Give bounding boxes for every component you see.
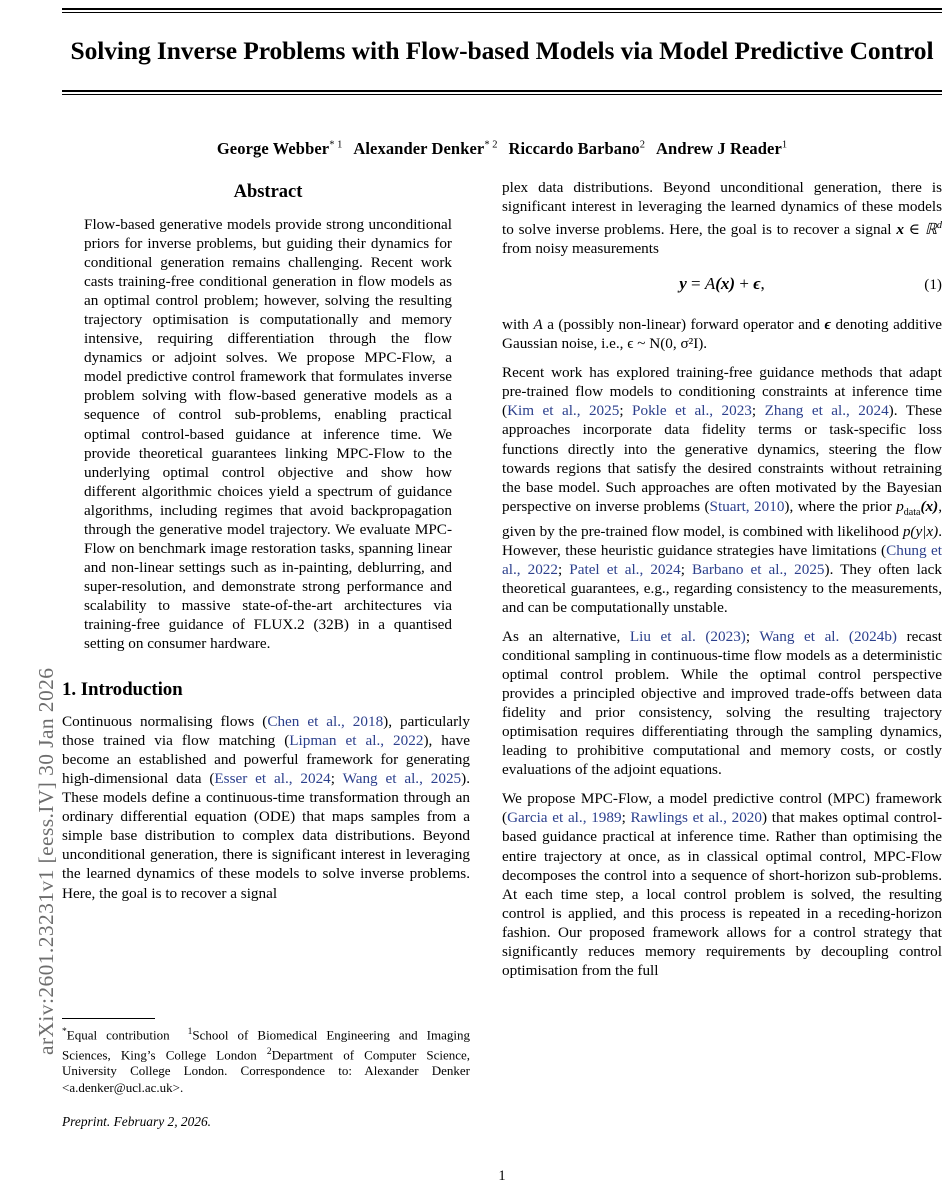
preprint-notice: Preprint. February 2, 2026. <box>62 1114 212 1129</box>
author-list <box>62 139 942 159</box>
math-prior-symbol: $p_{data}$ <box>896 497 921 518</box>
footnote-rule <box>62 1018 155 1019</box>
math-symbol-reals: ℝ$^d$ <box>924 220 942 239</box>
text-fragment: recast conditional sampling in continuous-time flow models as a deterministic optimal control problem. While the optimal control perspective provides a principled objective and improved trade-offs between data fidelity and prior consistency, solving the resulting trajectory optimisation requires differentiating through the sampling dynamics, leading to prohibitive computational and memory costs, or costly evaluations of the adjoint equations. <box>502 627 942 779</box>
text-fragment: ). These approaches incorporate data fidelity terms or task-specific loss functions directly into the generative dynamics, steering the flow towards regions that satisfy the desired constraints without retraining the base model. Such approaches are often motivated by the Bayesian perspective on inverse problems ( <box>502 402 942 515</box>
section-heading-introduction: 1. Introduction <box>62 679 183 701</box>
author-affiliation-mark: 1 <box>781 139 788 151</box>
equation-1 <box>502 274 942 300</box>
equation-1-body <box>502 274 942 294</box>
text-fragment: , given by the pre-trained flow model, is combined with likelihood <box>502 497 942 540</box>
paragraph-recent-work <box>502 363 942 617</box>
author-entry <box>656 139 787 158</box>
citation-stuart-2010[interactable]: Stuart, 2010 <box>709 497 785 515</box>
title-rule-bottom <box>62 90 942 95</box>
equation-1-number: (1) <box>924 276 942 294</box>
intro-text-fragment: ), have become an established and powerful framework for generating high-dimensional data ( <box>62 732 470 788</box>
intro-text-fragment: plex data distributions. Beyond unconditional generation, there is significant interest in leveraging the learned dynamics of these models to solve inverse problems. Here, the goal is to recover a signal <box>502 179 942 239</box>
footnote-asterisk: * <box>62 1027 67 1038</box>
arxiv-spine <box>0 0 62 1200</box>
paper-page <box>62 0 942 1200</box>
citation-esser-2024[interactable]: Esser et al., 2024 <box>214 770 331 788</box>
abstract-heading: Abstract <box>233 182 303 202</box>
author-name: George Webber <box>216 138 330 158</box>
intro-text-fragment: ). These models define a continuous-time transformation through an ordinary differential equation (ODE) that maps samples from a simple base distribution to complex data distributions. Beyond unconditional generation, there is significant interest in leveraging the learned dynamics of these models to solve inverse problems. Here, the goal is to recover a signal <box>62 770 470 902</box>
citation-wang-2025[interactable]: Wang et al., 2025 <box>342 770 462 788</box>
introduction-paragraph <box>62 712 470 902</box>
author-entry <box>217 139 342 158</box>
math-symbol-epsilon: ϵ <box>824 316 831 334</box>
right-column <box>502 178 942 1188</box>
text-fragment: denoting additive Gaussian noise, i.e., <box>502 316 942 353</box>
citation-separator: ; <box>621 809 631 827</box>
citation-kim-2025[interactable]: Kim et al., 2025 <box>507 402 620 420</box>
citation-barbano-2025[interactable]: Barbano et al., 2025 <box>692 560 825 578</box>
text-fragment: As an alternative, <box>502 627 630 645</box>
citation-liu-2023[interactable]: Liu et al. (2023) <box>629 627 746 645</box>
author-entry <box>508 139 645 158</box>
page-title: Solving Inverse Problems with Flow-based Models via Model Predictive Control <box>70 35 934 65</box>
title-rule-top <box>62 8 942 13</box>
citation-chung-2022[interactable]: Chung et al., 2022 <box>502 541 942 578</box>
paragraph-mpc-proposal <box>502 789 942 979</box>
citation-wang-2024b[interactable]: Wang et al. (2024b) <box>759 627 897 645</box>
text-fragment: ), where the prior <box>784 497 897 515</box>
citation-garcia-1989[interactable]: Garcia et al., 1989 <box>507 809 622 827</box>
author-entry <box>353 139 497 158</box>
citation-separator: ; <box>751 402 765 420</box>
intro-text-fragment: ), particularly those trained via flow matching ( <box>62 713 470 750</box>
footnote-affiliation-1: School of Biomedical Engineering and Imaging Sciences, King’s College London <box>62 1027 470 1063</box>
footnote-block <box>62 1018 470 1130</box>
author-affiliation-mark: * 2 <box>484 139 498 151</box>
page-number: 1 <box>498 1168 506 1184</box>
intro-text-fragment: from noisy measurements <box>502 240 659 258</box>
arxiv-identifier-stamp: arXiv:2601.23231v1 [eess.IV] 30 Jan 2026 <box>34 667 58 1055</box>
text-fragment: ) that makes optimal control-based guidance practical at inference time. Rather than optimising the entire trajectory at once, as in classical optimal control, MPC-Flow decomposes the control into a sequence of short-horizon sub-problems. At each time step, a local control problem is solved, the resulting control is applied, and this process is repeated in a receding-horizon fashion. Our proposed framework allows for a control strategy that significantly reduces memory requirements by decoupling control optimisation from the full <box>502 809 942 979</box>
abstract-text: Flow-based generative models provide strong unconditional priors for inverse problems, but guiding their dynamics for conditional generation remains challenging. Recent work casts training-free conditional generation in flow models as an optimal control problem; however, solving the resulting trajectory optimisation is computationally and memory intensive, requiring differentiation through the flow dynamics or adjoint solves. We propose MPC-Flow, a model predictive control framework that formulates inverse problem solving with flow-based generative models as a sequence of control sub-problems, enabling practical optimal control-based guidance at inference time. We provide theoretical guarantees linking MPC-Flow to the underlying optimal control objective and show how different algorithmic choices yield a spectrum of guidance algorithms, including regimes that avoid backpropagation through the generative model trajectory. We evaluate MPC-Flow on benchmark image restoration tasks, spanning linear and non-linear settings such as in-painting, deblurring, and super-resolution, and demonstrate strong performance and scalability to massive state-of-the-art architectures via training-free guidance of FLUX.2 (32B) in a quantised setting on consumer hardware. <box>84 216 452 653</box>
citation-patel-2024[interactable]: Patel et al., 2024 <box>569 560 681 578</box>
text-fragment: Recent work has explored training-free guidance methods that adapt pre-trained flow models to conditioning constraints at inference time ( <box>502 364 942 420</box>
footnote-equal-contribution: Equal contribution <box>66 1027 170 1043</box>
text-fragment: a (possibly non-linear) forward operator and <box>542 316 825 334</box>
math-prior-argument: (x) <box>920 497 939 515</box>
equation-operator: A <box>704 274 716 294</box>
equation-noise: ϵ <box>753 274 761 294</box>
equation-argument: (x) <box>715 274 736 294</box>
math-symbol-operator-A: A <box>533 316 543 334</box>
citation-lipman-2022[interactable]: Lipman et al., 2022 <box>289 732 424 750</box>
author-affiliation-mark: 2 <box>639 139 646 151</box>
equation-relation: = <box>686 274 705 294</box>
author-name: Alexander Denker <box>353 138 485 158</box>
equation-plus: + <box>735 274 754 294</box>
abstract-section <box>62 182 470 653</box>
footnote-affiliation-2: Department of Computer Science, University College London. Correspondence to: Alexander Denker <a.denker@ucl.ac.uk>. <box>62 1047 471 1095</box>
citation-separator: ; <box>330 770 343 788</box>
footnote-mark-1: 1 <box>187 1027 193 1038</box>
author-name: Riccardo Barbano <box>508 138 640 158</box>
citation-zhang-2024[interactable]: Zhang et al., 2024 <box>764 402 889 420</box>
citation-separator: ; <box>619 402 633 420</box>
citation-pokle-2023[interactable]: Pokle et al., 2023 <box>632 402 752 420</box>
text-fragment: ). They often lack theoretical guarantees, e.g., regarding consistency to the measurements, and can be computationally unstable. <box>502 560 942 616</box>
paragraph-alternative: As an alternative, Liu et al. (2023); Wang et al. (2024b) recast conditional sampling in continuous-time flow models as a deterministic optimal control problem. While the optimal control perspective provides a principled objective and improved trade-offs between data fidelity and prior consistency, solving the resulting trajectory optimisation requires differentiating through the sampling dynamics, leading to prohibitive computational and memory costs, or costly evaluations of the adjoint equations. <box>502 627 942 779</box>
equation-comma: , <box>760 274 765 294</box>
equation-lhs: y <box>679 274 687 294</box>
author-name: Andrew J Reader <box>656 138 782 158</box>
math-noise-distribution: ϵ ~ N(0, σ²I). <box>627 335 708 353</box>
footnote-affiliations <box>62 1024 470 1096</box>
citation-chen-2018[interactable]: Chen et al., 2018 <box>267 713 384 731</box>
citation-rawlings-2020[interactable]: Rawlings et al., 2020 <box>630 809 762 827</box>
math-symbol-x: x <box>896 221 904 239</box>
intro-text-fragment: Continuous normalising flows ( <box>62 713 268 731</box>
text-fragment: with <box>502 316 534 334</box>
title-block <box>62 8 942 159</box>
post-equation-paragraph <box>502 315 942 353</box>
math-symbol-in: ∈ <box>908 221 920 239</box>
citation-separator: ; <box>558 560 570 578</box>
text-fragment: . However, these heuristic guidance strategies have limitations ( <box>502 522 942 559</box>
math-likelihood: p(y|x) <box>902 522 939 540</box>
left-column <box>62 178 470 1188</box>
footnote-mark-2: 2 <box>266 1046 272 1057</box>
text-fragment: We propose MPC-Flow, a model predictive control (MPC) framework ( <box>502 790 942 827</box>
author-affiliation-mark: * 1 <box>329 139 343 151</box>
math-prior-subscript: data <box>903 506 921 518</box>
citation-separator: ; <box>680 560 692 578</box>
intro-continued-paragraph <box>502 178 942 258</box>
